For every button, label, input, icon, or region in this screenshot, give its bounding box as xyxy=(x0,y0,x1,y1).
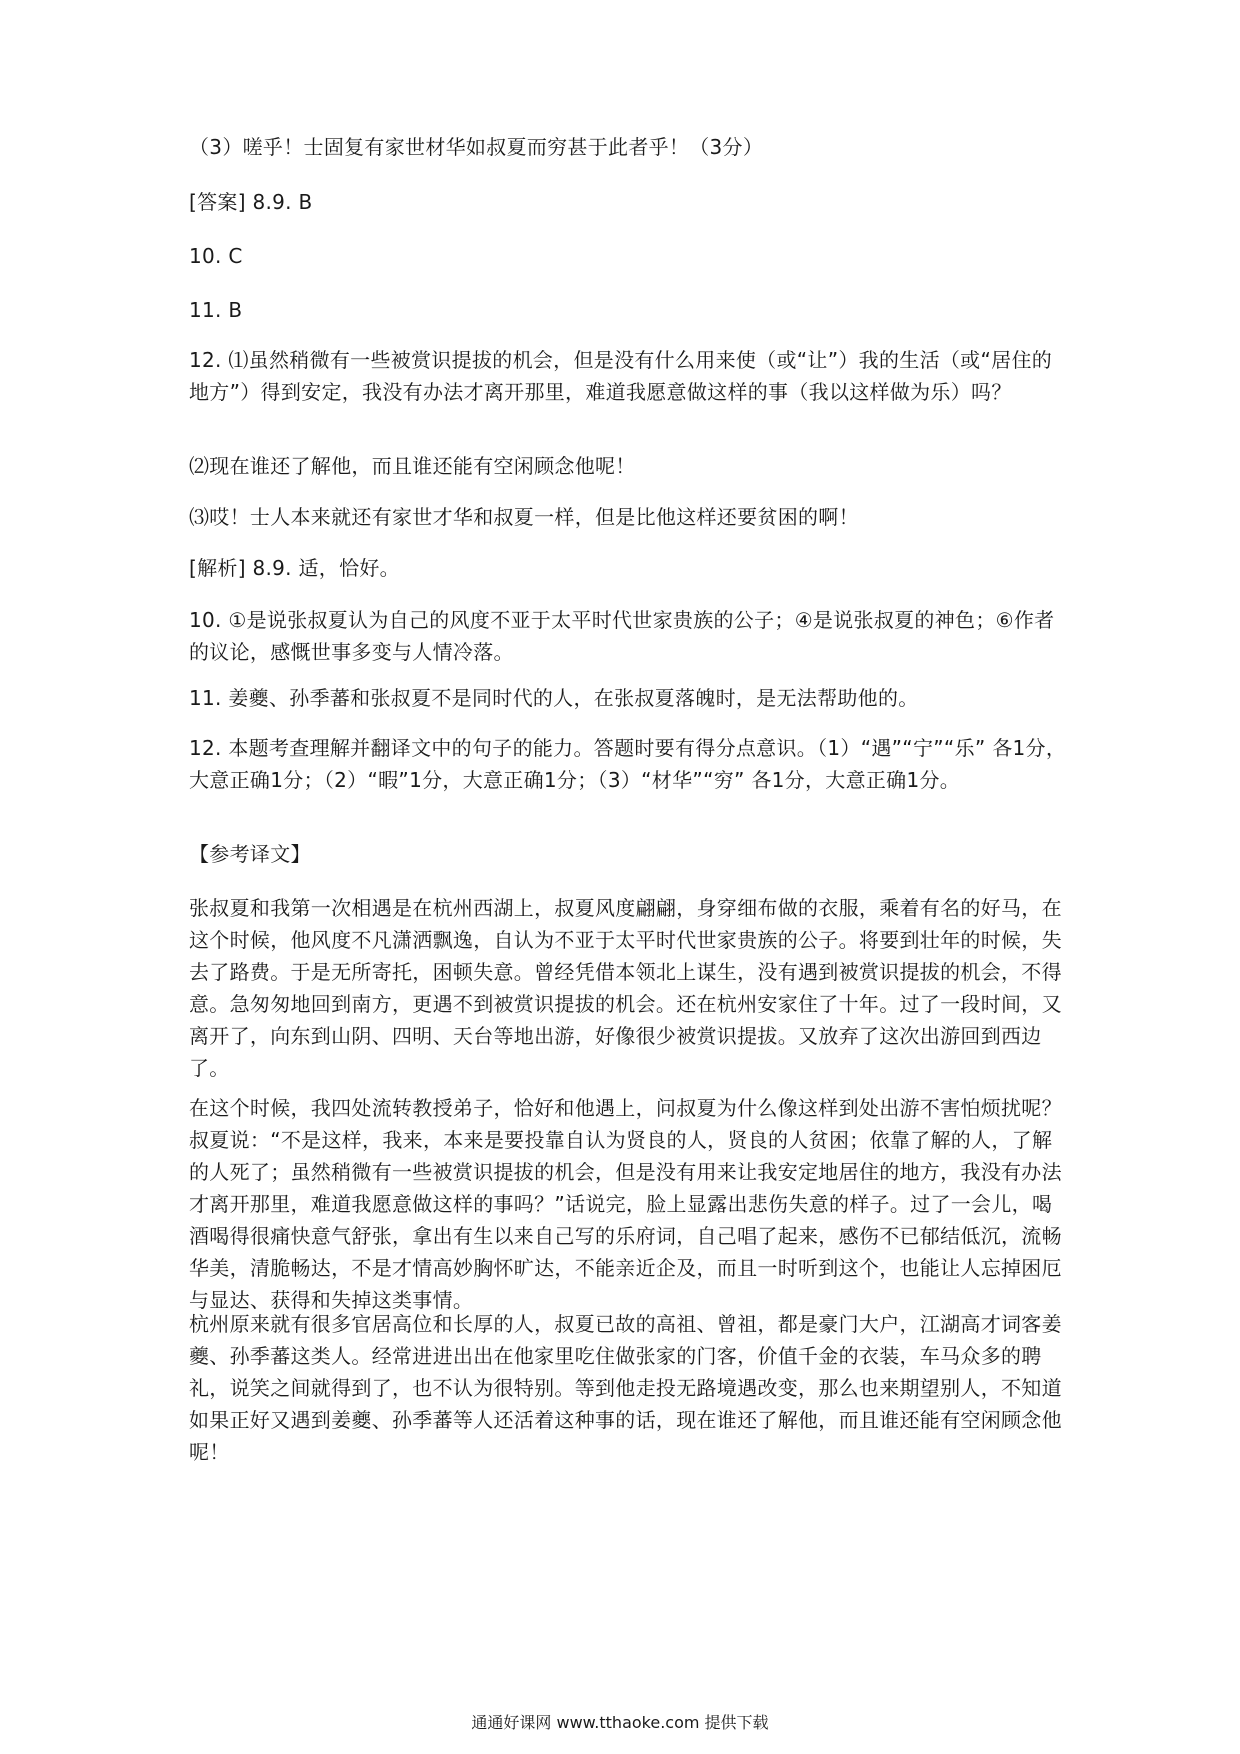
translation-paragraph-1: 张叔夏和我第一次相遇是在杭州西湖上，叔夏风度翩翩，身穿细布做的衣服，乘着有名的好马，在这个时候，他风度不凡潇洒飘逸，自认为不亚于太平时代世家贵族的公子。将要到壮年的时候，失去了路费。于是无所寄托，困顿失意。曾经凭借本领北上谋生，没有遇到被赏识提拔的机会，不得意。急匆匆地回到南方，更遇不到被赏识提拔的机会。还在杭州安家住了十年。过了一段时间，又离开了，向东到山阴、四明、天台等地出游，好像很少被赏识提拔。又放弃了这次出游回到西边了。 xyxy=(189,896,1062,1080)
answer-12-1: 12. ⑴虽然稍微有一些被赏识提拔的机会，但是没有什么用来使（或“让”）我的生活（或“居住的地方”）得到安定，我没有办法才离开那里，难道我愿意做这样的事（我以这样做为乐）吗？ xyxy=(189,348,1053,404)
translation-paragraph-2: 在这个时候，我四处流转教授弟子，恰好和他遇上，问叔夏为什么像这样到处出游不害怕烦扰呢？叔夏说：“不是这样，我来，本来是要投靠自认为贤良的人，贤良的人贫困；依靠了解的人，了解的人死了；虽然稍微有一些被赏识提拔的机会，但是没有用来让我安定地居住的地方，我没有办法才离开那里，难道我愿意做这样的事吗？”话说完，脸上显露出悲伤失意的样子。过了一会儿，喝酒喝得很痛快意气舒张，拿出有生以来自己写的乐府词，自己唱了起来，感伤不已郁结低沉，流畅华美，清脆畅达，不是才情高妙胸怀旷达，不能亲近企及，而且一时听到这个，也能让人忘掉困厄与显达、获得和失掉这类事情。 xyxy=(189,1096,1062,1312)
answer-11: 11. B xyxy=(189,298,243,322)
analysis-12: 12. 本题考查理解并翻译文中的句子的能力。答题时要有得分点意识。（1）“遇”“宁”“乐” 各1分，大意正确1分；（2）“暇”1分，大意正确1分；（3）“材华”“穷” 各1分，大意正确1分。 xyxy=(189,736,1067,792)
answer-10: 10. C xyxy=(189,244,243,268)
page-footer: 通通好课网 www.tthaoke.com 提供下载 xyxy=(471,1713,769,1732)
document-page xyxy=(189,0,1069,1754)
translation-paragraph-3: 杭州原来就有很多官居高位和长厚的人，叔夏已故的高祖、曾祖，都是豪门大户，江湖高才词客姜夔、孙季蕃这类人。经常进进出出在他家里吃住做张家的门客，价值千金的衣装，车马众多的聘礼，说笑之间就得到了，也不认为很特别。等到他走投无路境遇改变，那么也来期望别人，不知道如果正好又遇到姜夔、孙季蕃等人还活着这种事的话，现在谁还了解他，而且谁还能有空闲顾念他呢！ xyxy=(189,1312,1062,1464)
question-3-text: （3）嗟乎！士固复有家世材华如叔夏而穷甚于此者乎！（3分） xyxy=(189,135,764,159)
analysis-11: 11. 姜夔、孙季蕃和张叔夏不是同时代的人，在张叔夏落魄时，是无法帮助他的。 xyxy=(189,686,919,710)
answer-12-3: ⑶哎！士人本来就还有家世才华和叔夏一样，但是比他这样还要贫困的啊！ xyxy=(189,505,859,529)
translation-heading: 【参考译文】 xyxy=(189,842,311,866)
answer-12-2: ⑵现在谁还了解他，而且谁还能有空闲顾念他呢！ xyxy=(189,454,636,478)
answer-8-9: [答案] 8.9. B xyxy=(189,190,313,214)
analysis-10: 10. ①是说张叔夏认为自己的风度不亚于太平时代世家贵族的公子；④是说张叔夏的神色；⑥作者的议论，感慨世事多变与人情冷落。 xyxy=(189,608,1055,664)
analysis-8-9: [解析] 8.9. 适，恰好。 xyxy=(189,556,400,580)
